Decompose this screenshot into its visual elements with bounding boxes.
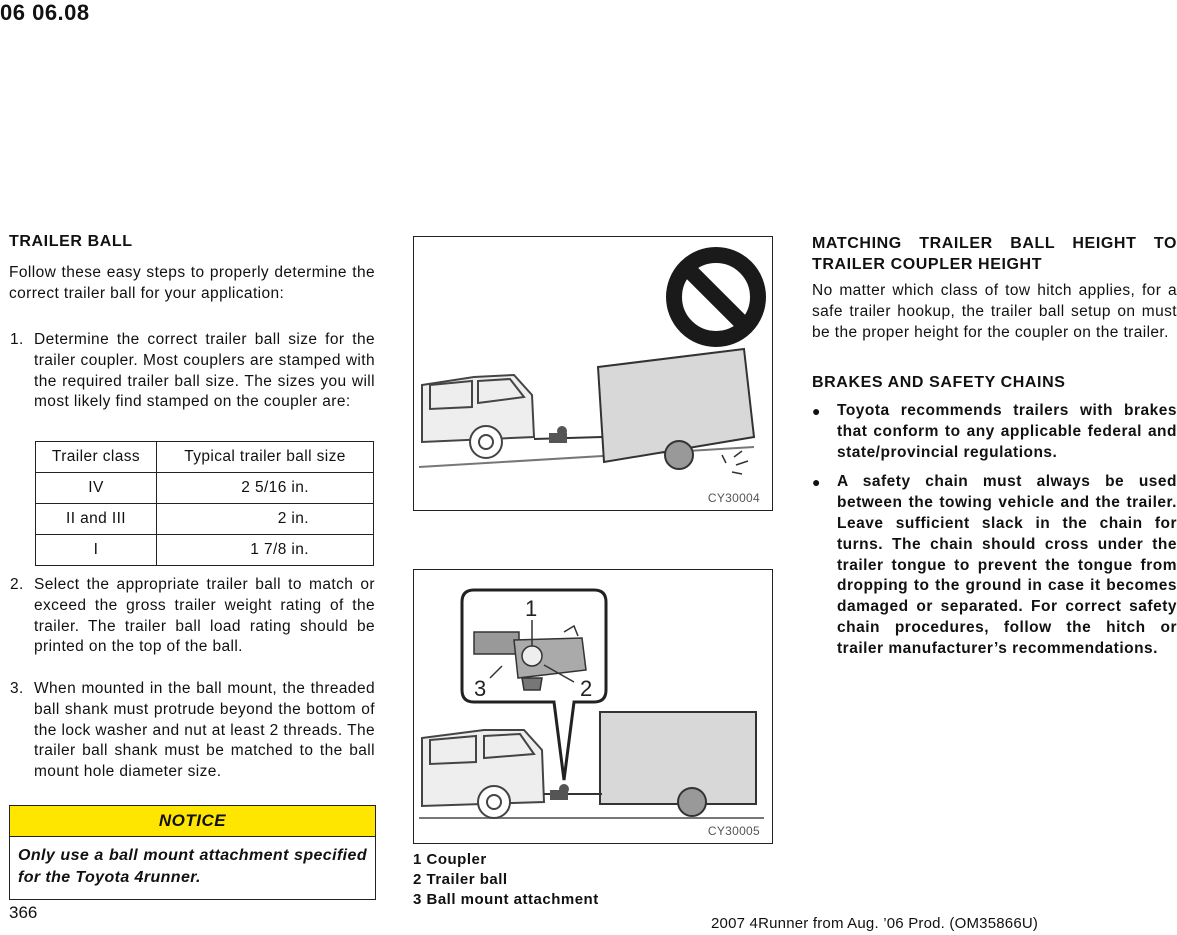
notice-title: NOTICE	[10, 806, 375, 837]
notice-box	[9, 805, 376, 900]
hitch-icon	[549, 426, 567, 443]
figure-caption-1: 1 Coupler	[413, 851, 487, 868]
figure-1-code: CY30004	[707, 491, 760, 505]
brakes-bullet-list	[812, 401, 1177, 669]
hitch-icon	[550, 784, 569, 800]
ball-size-table-wrapper	[35, 441, 374, 566]
intro-paragraph: Follow these easy steps to properly determine the correct trailer ball for your application:	[9, 264, 375, 302]
bullet-icon: ●	[812, 474, 821, 491]
step-2-text: Select the appropriate trailer ball to match or exceed the gross trailer weight rating of the trailer. The trailer ball load rating should be printed on the top of the ball.	[34, 576, 375, 656]
matching-height-paragraph: No matter which class of tow hitch applies, for a safe trailer hookup, the trailer ball setup on must be the proper height for the coupler on the trailer.	[812, 282, 1177, 341]
table-row	[36, 535, 374, 566]
trailer-ball-heading: TRAILER BALL	[9, 233, 133, 250]
callout-2: 2	[580, 676, 593, 701]
table-cell-class: II and III	[36, 504, 157, 535]
page-number: 366	[9, 903, 38, 922]
bullet-icon: ●	[812, 403, 821, 419]
trailer-icon	[544, 712, 756, 816]
step-1-text: Determine the correct trailer ball size for the trailer coupler. Most couplers are stamped with the required trailer ball size. The sizes you will most likely find stamped on the coupler are:	[34, 331, 375, 411]
brakes-chains-heading: BRAKES AND SAFETY CHAINS	[812, 374, 1066, 391]
table-cell-size: 1 7/8 in.	[157, 535, 374, 566]
step-3-number: 3.	[10, 680, 24, 697]
print-date: 06 06.08	[0, 0, 90, 25]
header-ball-size: Typical trailer ball size	[157, 442, 374, 473]
table-row	[36, 504, 374, 535]
header-trailer-class: Trailer class	[36, 442, 157, 473]
trailer-icon	[534, 349, 754, 469]
footer-model-info: 2007 4Runner from Aug. ’06 Prod. (OM35866U)	[711, 915, 1039, 932]
table-cell-class: IV	[36, 473, 157, 504]
list-item	[812, 472, 1177, 659]
step-2	[9, 575, 375, 658]
table-row	[36, 473, 374, 504]
scrape-marks	[722, 451, 748, 474]
callout-3: 3	[474, 676, 487, 701]
prohibited-icon	[674, 255, 758, 339]
suv-icon	[422, 730, 544, 818]
notice-text: Only use a ball mount attachment specified for the Toyota 4runner.	[18, 847, 367, 886]
step-3	[9, 679, 375, 783]
step-1	[9, 330, 375, 413]
table-cell-class: I	[36, 535, 157, 566]
step-3-text: When mounted in the ball mount, the threaded ball shank must protrude beyond the bottom of the lock washer and nut at least 2 threads. The trailer ball shank must be matched to the ball mount hole diameter size.	[34, 680, 375, 781]
figure-hitch-components-drawing	[414, 570, 772, 843]
figure-2-code: CY30005	[707, 824, 760, 838]
matching-height-heading: MATCHING TRAILER BALL HEIGHT TO TRAILER COUPLER HEIGHT	[812, 235, 1177, 273]
figure-caption-2: 2 Trailer ball	[413, 871, 508, 888]
step-2-number: 2.	[10, 576, 24, 593]
suv-icon	[422, 375, 534, 458]
table-cell-size: 2 5/16 in.	[157, 473, 374, 504]
list-item	[812, 401, 1177, 463]
table-header-row	[36, 442, 374, 473]
figure-incorrect-height	[413, 236, 773, 511]
bullet-text: A safety chain must always be used between the towing vehicle and the trailer. Leave sufficient slack in the chain for turns. The chain should cross under the trailer tongue to prevent the tongue from dropping to the ground in case it becomes damaged or separated. For correct safety chain procedures, follow the hitch or trailer manufacturer’s recommendations.	[837, 473, 1177, 657]
callout-1: 1	[525, 596, 538, 621]
table-cell-size: 2 in.	[157, 504, 374, 535]
bullet-text: Toyota recommends trailers with brakes that conform to any applicable federal and state/provincial regulations.	[837, 402, 1177, 461]
figure-caption-3: 3 Ball mount attachment	[413, 891, 599, 908]
figure-incorrect-height-drawing	[414, 237, 772, 510]
step-1-number: 1.	[10, 331, 24, 348]
figure-hitch-components	[413, 569, 773, 844]
ball-size-table	[35, 441, 374, 566]
